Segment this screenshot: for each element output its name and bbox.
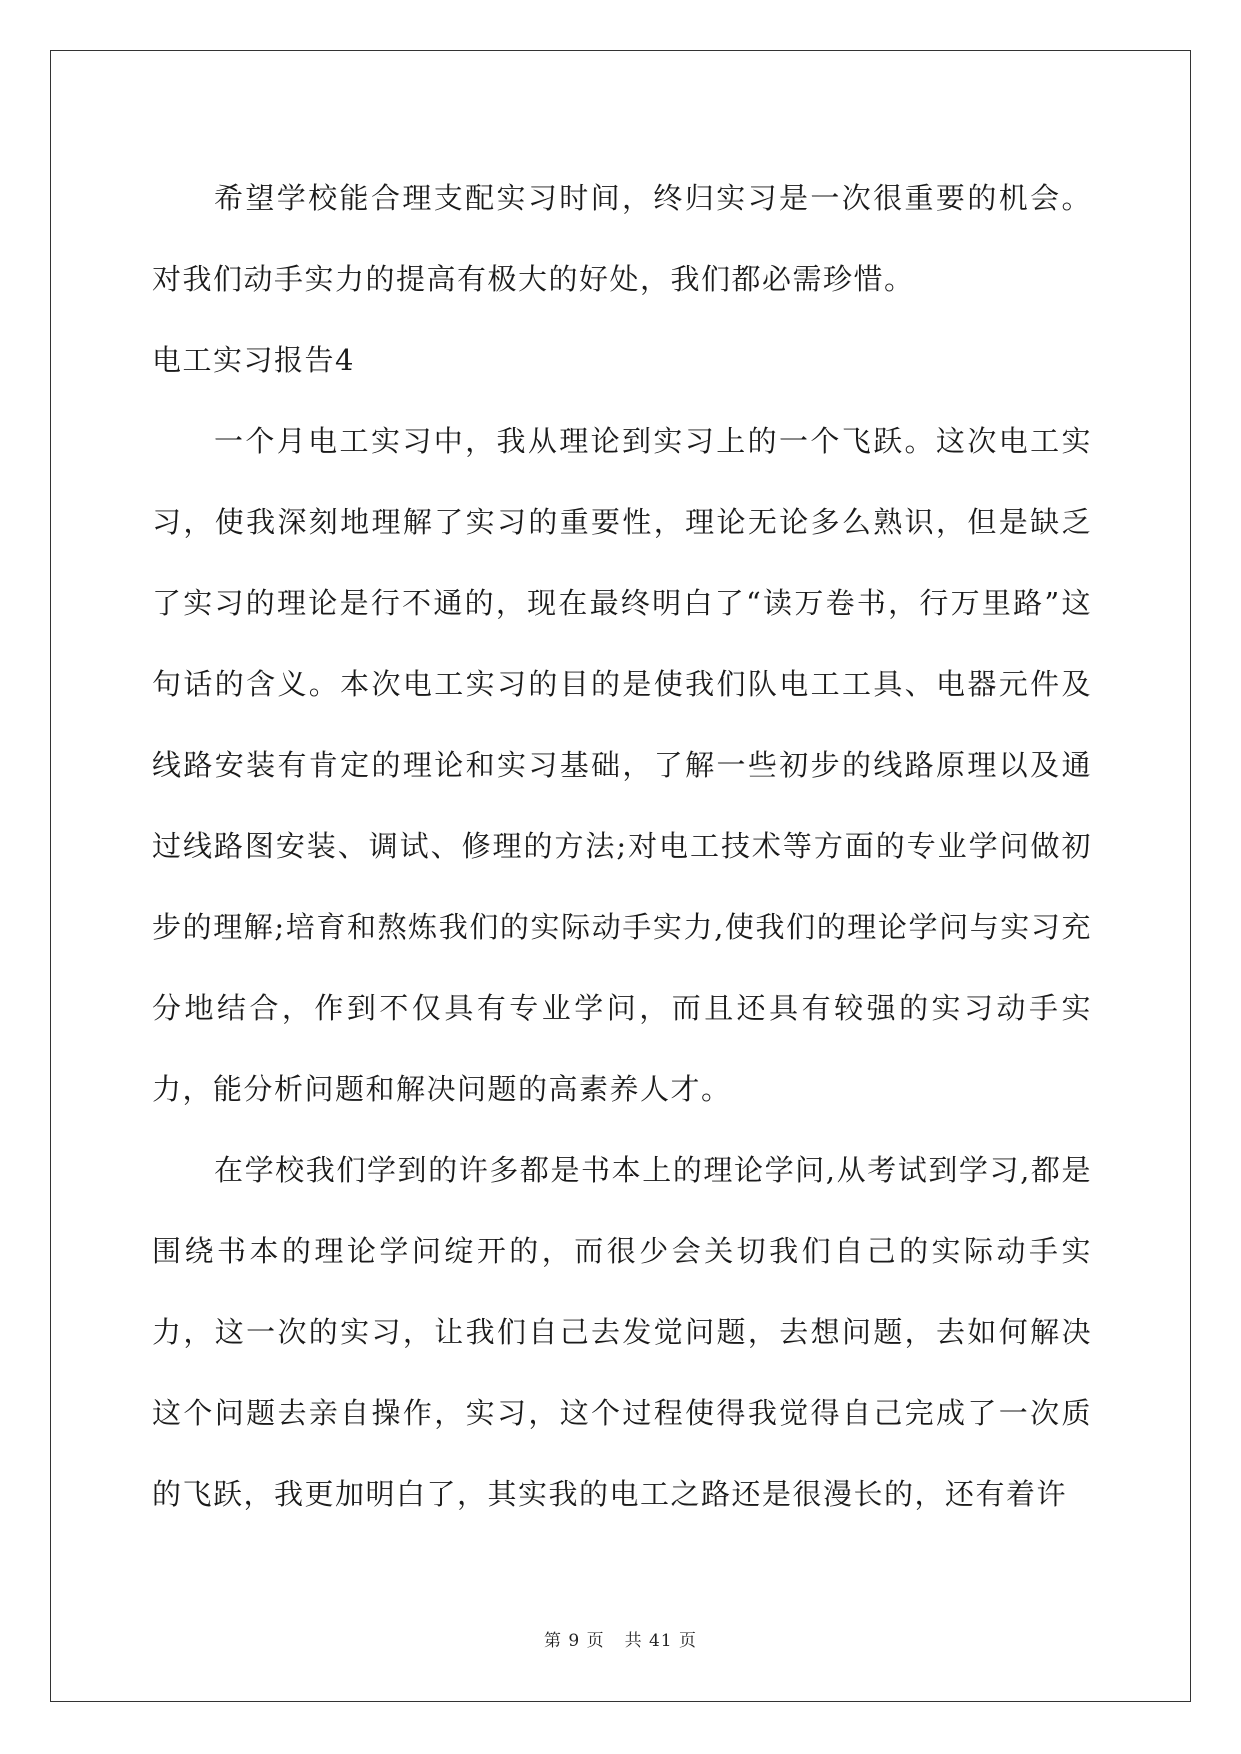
paragraph-reflection: 在学校我们学到的许多都是书本上的理论学问,从考试到学习,都是围绕书本的理论学问绽开的，而很少会关切我们自己的实际动手实力，这一次的实习，让我们自己去发觉问题，去想问题，去如何解决这个问题去亲自操作，实习，这个过程使得我觉得自己完成了一次质的飞跃，我更加明白了，其实我的电工之路还是很漫长的，还有着许 (152, 1153, 1092, 1511)
page-total: 共 41 页 (624, 1631, 698, 1651)
section-heading: 电工实习报告4 (152, 343, 355, 377)
paragraph-purpose: 一个月电工实习中，我从理论到实习上的一个飞跃。这次电工实习，使我深刻地理解了实习的重要性，理论无论多么熟识，但是缺乏了实习的理论是行不通的，现在最终明白了“读万卷书，行万里路”这句话的含义。本次电工实习的目的是使我们队电工工具、电器元件及线路安装有肯定的理论和实习基础，了解一些初步的线路原理以及通过线路图安装、调试、修理的方法;对电工技术等方面的专业学问做初步的理解;培育和熬炼我们的实际动手实力,使我们的理论学问与实习充分地结合，作到不仅具有专业学问，而且还具有较强的实习动手实力，能分析问题和解决问题的高素养人才。 (152, 424, 1092, 1106)
page-number: 第 9 页 (543, 1631, 605, 1651)
document-body (152, 158, 1092, 1535)
page-footer (0, 1626, 1241, 1651)
paragraph-intro: 希望学校能合理支配实习时间，终归实习是一次很重要的机会。对我们动手实力的提高有极大的好处，我们都必需珍惜。 (152, 181, 1092, 296)
